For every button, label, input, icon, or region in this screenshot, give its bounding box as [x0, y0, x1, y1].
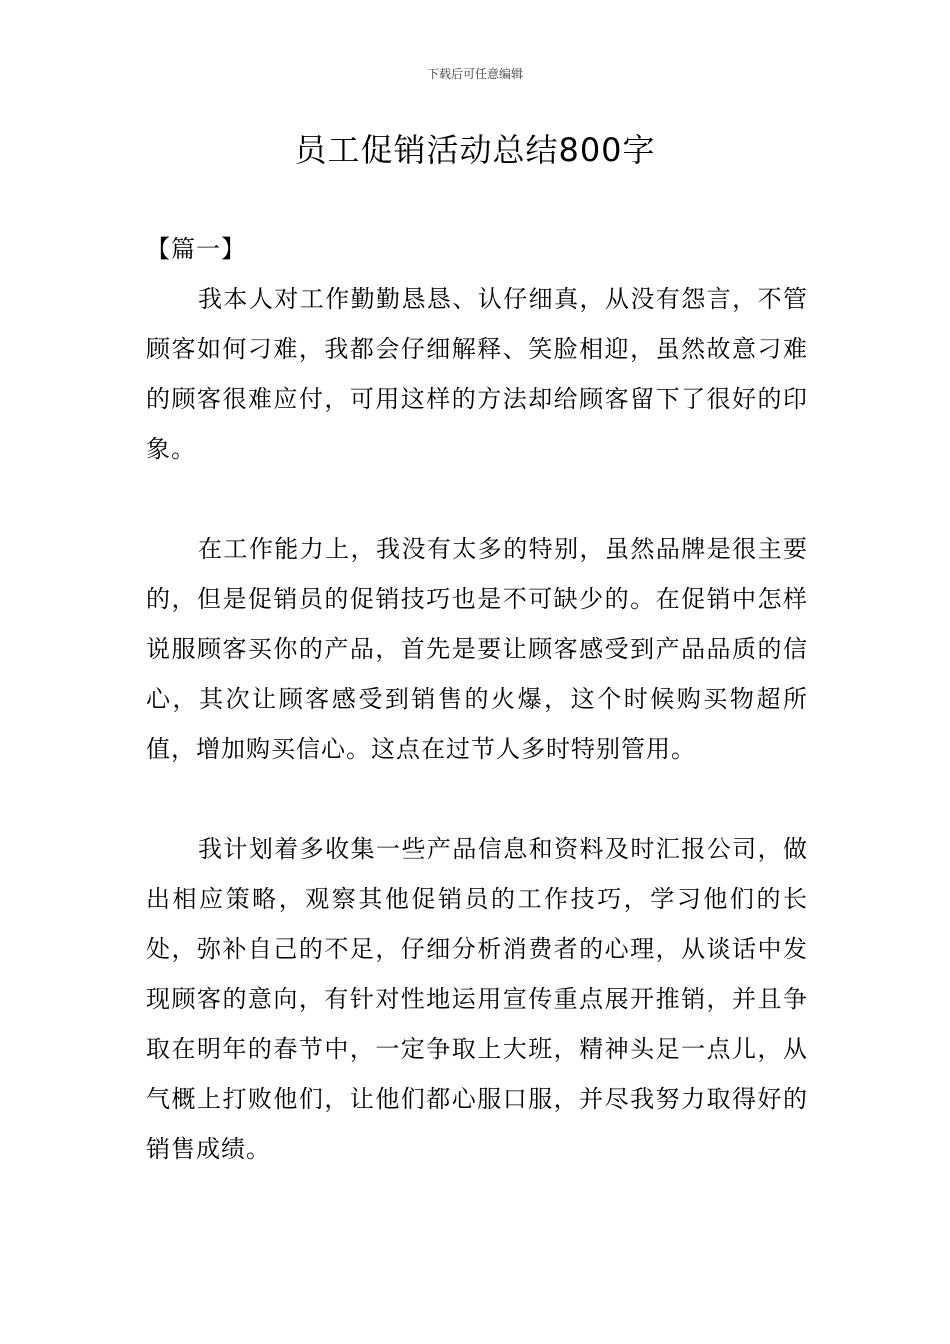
paragraph-gap	[146, 774, 808, 824]
header-note: 下载后可任意编辑	[426, 67, 523, 81]
document-body	[146, 224, 808, 1174]
paragraph-3: 我计划着多收集一些产品信息和资料及时汇报公司，做出相应策略，观察其他促销员的工作技巧，学习他们的长处，弥补自己的不足，仔细分析消费者的心理，从谈话中发现顾客的意向，有针对性地运用宣传重点展开推销，并且争取在明年的春节中，一定争取上大班，精神头足一点儿，从气概上打败他们，让他们都心服口服，并尽我努力取得好的销售成绩。	[146, 835, 808, 1163]
section-label: 【篇一】	[146, 235, 246, 263]
paragraph-gap	[146, 474, 808, 524]
paragraph-2: 在工作能力上，我没有太多的特别，虽然品牌是很主要的，但是促销员的促销技巧也是不可缺少的。在促销中怎样说服顾客买你的产品，首先是要让顾客感受到产品品质的信心，其次让顾客感受到销售的火爆，这个时候购买物超所值，增加购买信心。这点在过节人多时特别管用。	[146, 535, 808, 763]
paragraph-1: 我本人对工作勤勤恳恳、认仔细真，从没有怨言，不管顾客如何刁难，我都会仔细解释、笑脸相迎，虽然故意刁难的顾客很难应付，可用这样的方法却给顾客留下了很好的印象。	[146, 285, 808, 463]
document-title: 员工促销活动总结800字	[294, 131, 656, 169]
